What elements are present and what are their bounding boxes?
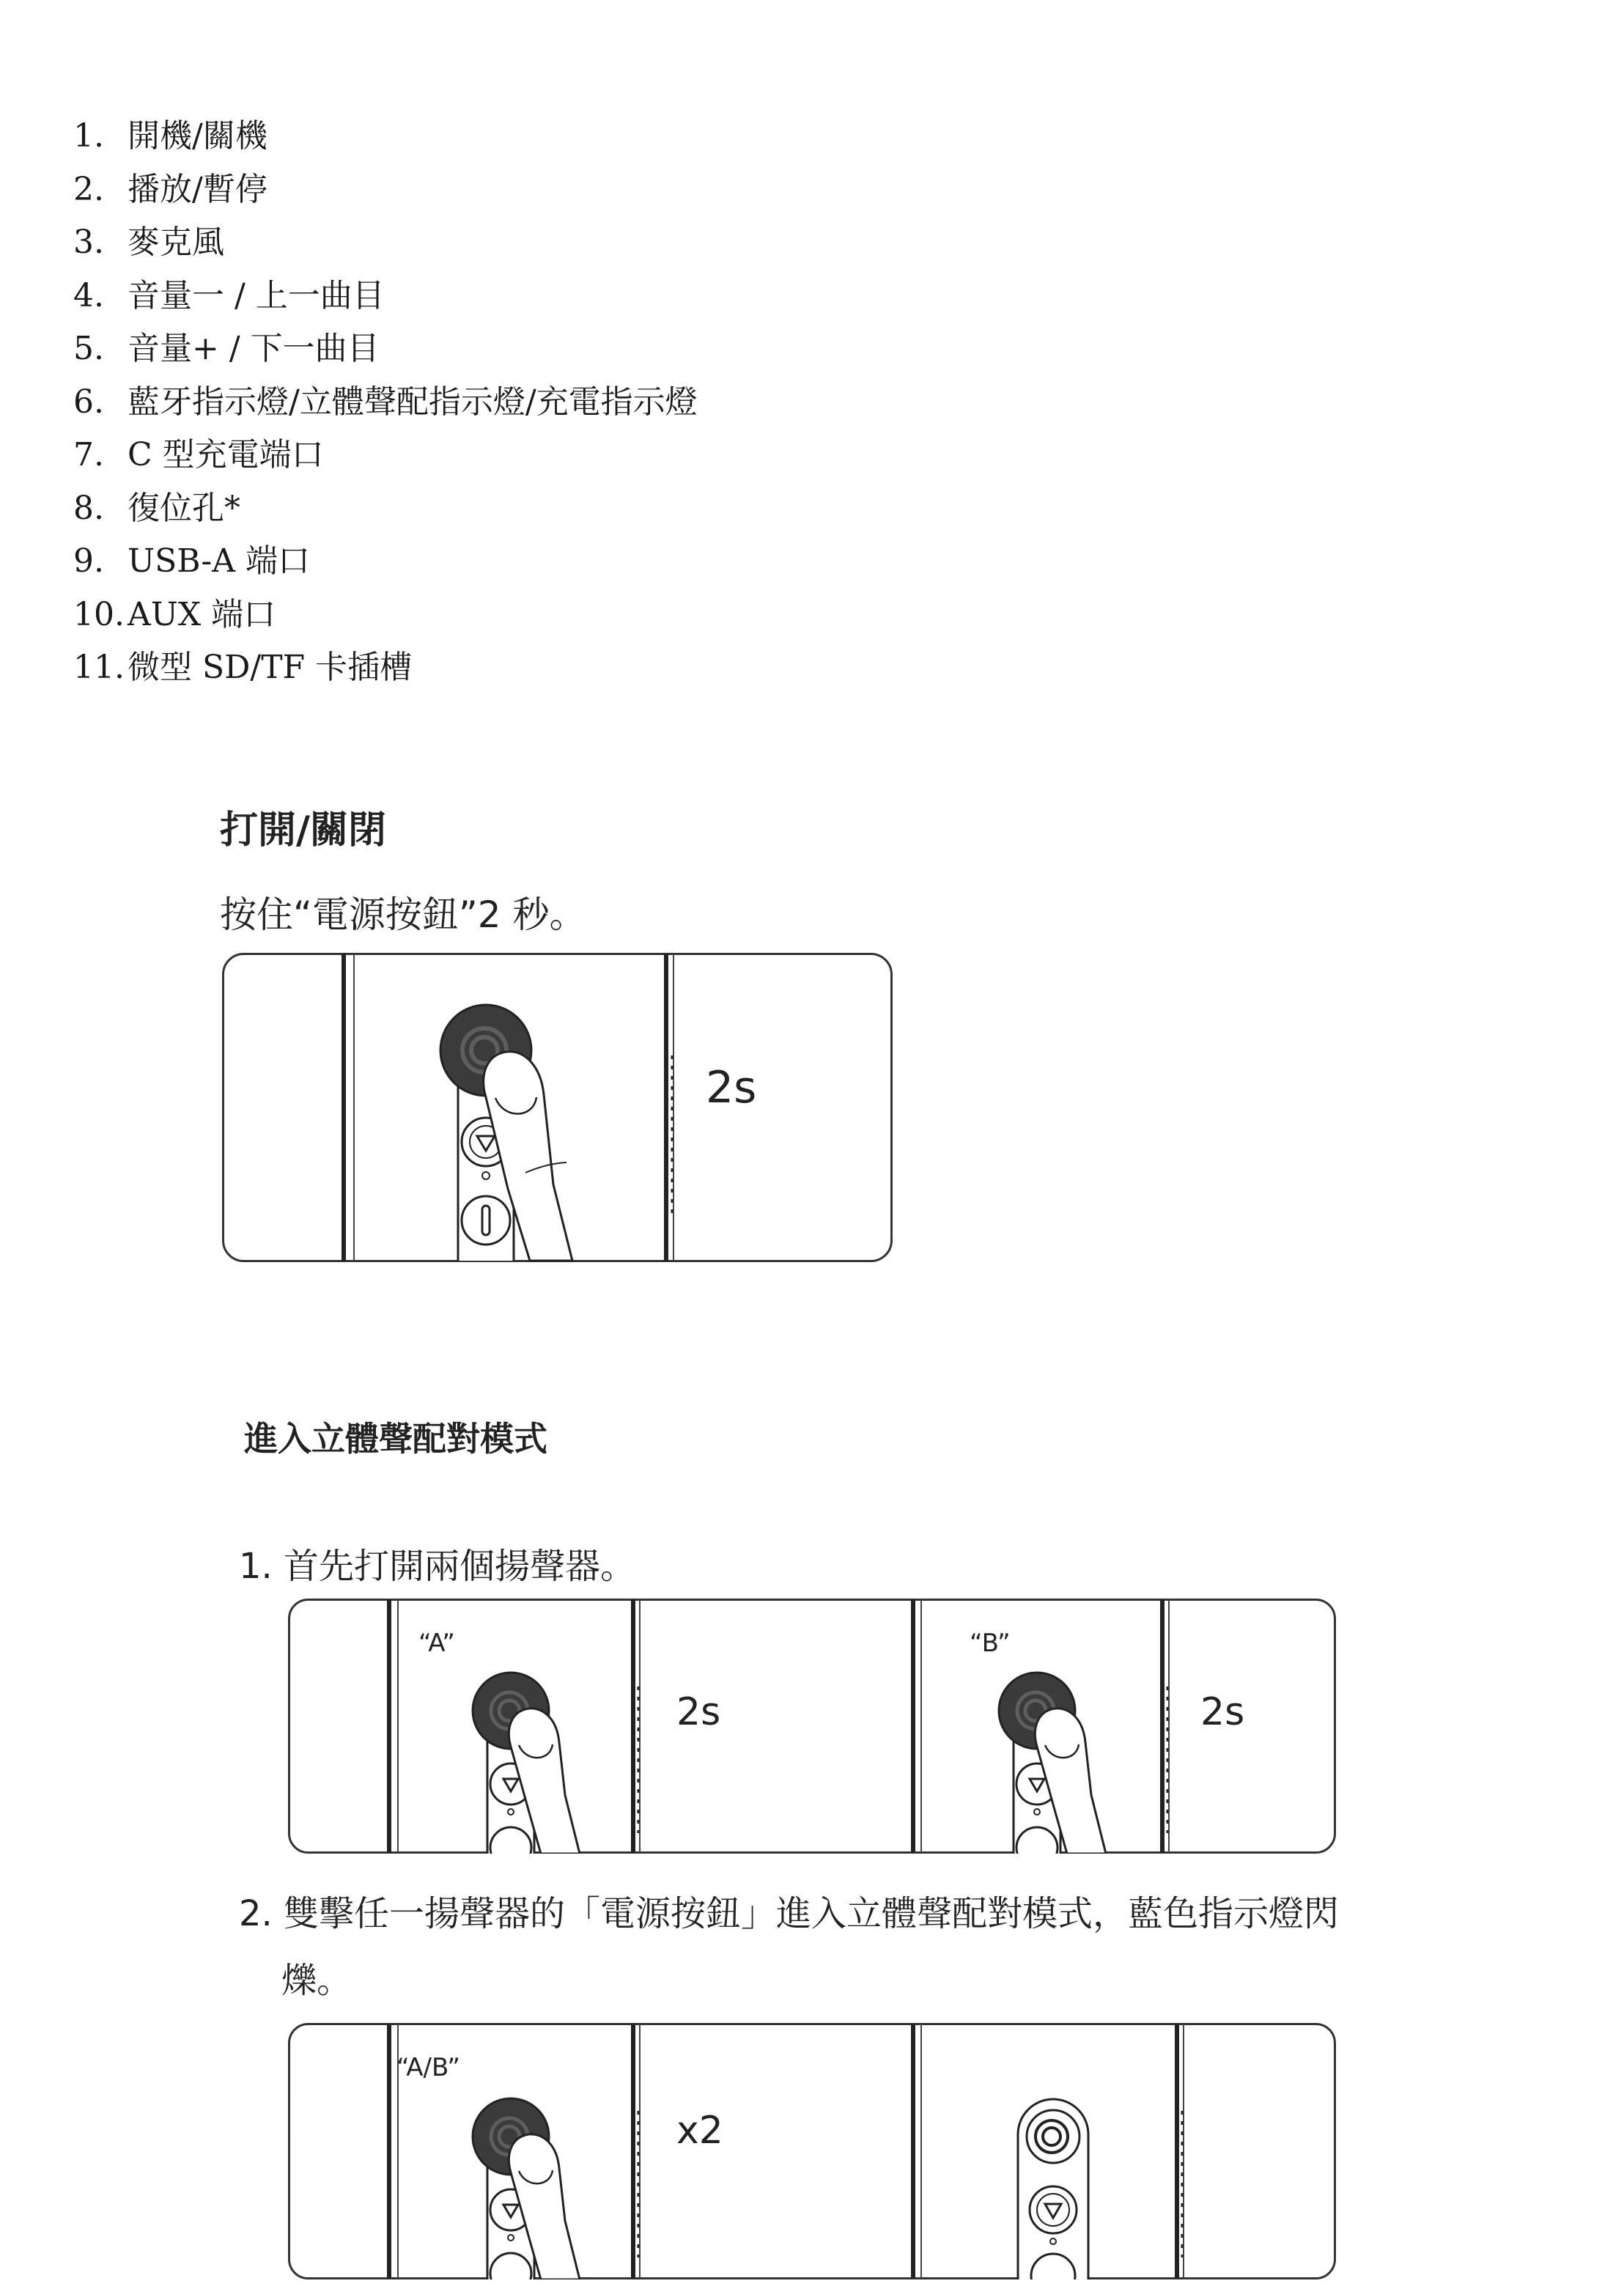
- parts-list: [73, 110, 698, 695]
- list-item: 6. 藍牙指示燈/立體聲配指示燈/充電指示燈: [73, 383, 698, 421]
- list-item: 10. AUX 端口: [73, 595, 276, 633]
- stereo-step-1-figure: [288, 1599, 1336, 1854]
- stereo-step-1: 1. 首先打開兩個揚聲器。: [239, 1546, 636, 1587]
- speaker-a-duration: 2s: [676, 1690, 721, 1734]
- speaker-ab-label: “A/B”: [396, 2053, 461, 2082]
- hold-duration-label: 2s: [706, 1062, 757, 1113]
- microphone-icon: [462, 1196, 510, 1245]
- stereo-step-2-line-2: 爍。: [281, 1960, 353, 2001]
- power-section-title: 打開/關閉: [220, 808, 386, 852]
- power-button-figure: [222, 953, 893, 1262]
- speaker-a-label: “A”: [418, 1629, 455, 1658]
- double-click-count: x2: [676, 2109, 723, 2153]
- speaker-b-duration: 2s: [1200, 1690, 1245, 1734]
- stereo-section-title: 進入立體聲配對模式: [244, 1419, 547, 1459]
- list-item: 11. 微型 SD/TF 卡插槽: [73, 649, 413, 687]
- list-item: 1. 開機/關機: [73, 117, 267, 155]
- stereo-step-2-line-1: 2. 雙擊任一揚聲器的「電源按鈕」進入立體聲配對模式，藍色指示燈閃: [239, 1893, 1340, 1934]
- list-item: 7. C 型充電端口: [73, 436, 324, 474]
- speaker-b-label: “B”: [970, 1629, 1011, 1658]
- list-item: 9. USB-A 端口: [73, 542, 311, 580]
- power-instruction: 按住“電源按鈕”2 秒。: [220, 893, 586, 936]
- list-item: 5. 音量+ / 下一曲目: [73, 330, 380, 368]
- list-item: 3. 麥克風: [73, 224, 224, 262]
- stereo-step-2-figure: [288, 2023, 1336, 2279]
- list-item: 8. 復位孔*: [73, 489, 240, 527]
- list-item: 4. 音量一 / 上一曲目: [73, 276, 385, 314]
- list-item: 2. 播放/暫停: [73, 170, 267, 208]
